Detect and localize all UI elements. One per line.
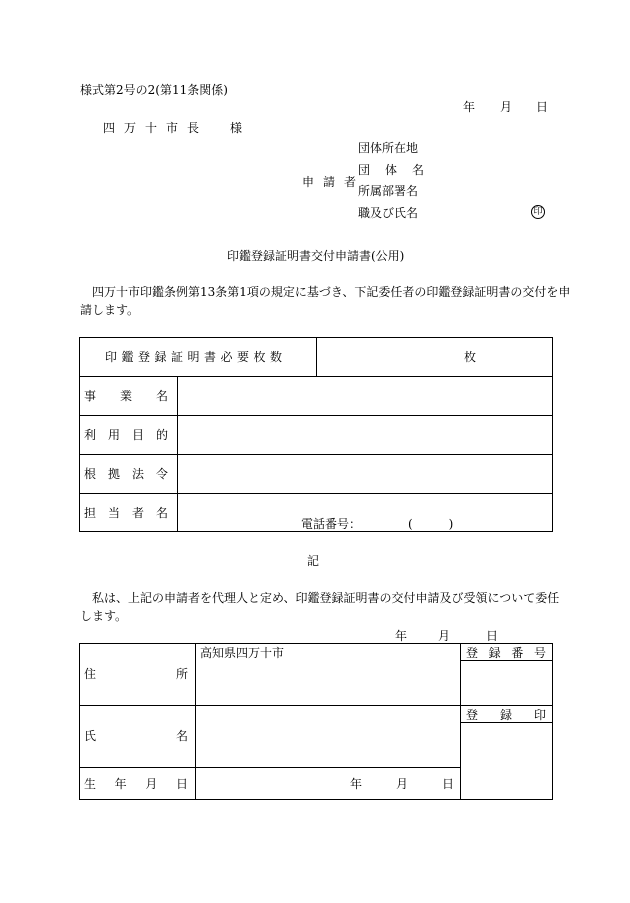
label-char: 名 xyxy=(175,729,188,743)
form-number: 様式第2号の2(第11条関係) xyxy=(80,83,228,97)
label-char: 年 xyxy=(114,777,127,791)
applicant-title-name-label: 職及び氏名 xyxy=(358,206,419,220)
month-label: 月 xyxy=(438,629,451,643)
day-label: 日 xyxy=(486,629,499,643)
delegation-text-line2: します。 xyxy=(80,609,128,623)
label-char: 印 xyxy=(533,708,546,722)
label-char: 月 xyxy=(145,777,158,791)
applicant-location-label: 団体所在地 xyxy=(358,141,419,155)
year-label: 年 xyxy=(395,629,408,643)
label-char: 生 xyxy=(84,777,97,791)
body-text-line2: 請します。 xyxy=(80,303,140,317)
address-label xyxy=(84,667,188,681)
birth-year-label: 年 xyxy=(350,777,363,791)
label-char: 名 xyxy=(155,389,168,403)
phone-label: 電話番号： xyxy=(301,517,362,531)
label-char: 所 xyxy=(175,667,188,681)
address-value: 高知県四万十市 xyxy=(200,646,285,660)
applicant-label: 申請者 xyxy=(302,175,366,189)
birth-month-label: 月 xyxy=(396,777,409,791)
label-char: 拠 xyxy=(107,467,120,481)
applicant-department-label: 所属部署名 xyxy=(358,184,419,198)
label-char: 録 xyxy=(488,646,501,660)
label-char: 録 xyxy=(499,708,512,722)
label-char: 住 xyxy=(84,667,97,681)
birthdate-label xyxy=(84,777,188,791)
label-char: 目 xyxy=(131,428,144,442)
row-label-business-name xyxy=(84,389,168,403)
registration-number-label xyxy=(466,646,546,660)
label-char: 用 xyxy=(107,428,120,442)
label-char: 番 xyxy=(511,646,524,660)
row-label-legal-basis xyxy=(84,467,168,481)
copies-unit: 枚 xyxy=(464,350,477,364)
document-title: 印鑑登録証明書交付申請書(公用) xyxy=(227,249,405,263)
label-char: 氏 xyxy=(84,729,97,743)
label-char: 日 xyxy=(175,777,188,791)
copies-label: 印鑑登録証明書必要枚数 xyxy=(105,350,287,364)
day-label: 日 xyxy=(536,100,549,114)
label-char: 名 xyxy=(155,506,168,520)
birth-day-label: 日 xyxy=(442,777,455,791)
body-text-line1: 四万十市印鑑条例第13条第1項の規定に基づき、下記委任者の印鑑登録証明書の交付を申 xyxy=(92,285,571,299)
label-char: 登 xyxy=(466,708,479,722)
label-char: 当 xyxy=(107,506,120,520)
label-char: 法 xyxy=(131,467,144,481)
delegation-text-line1: 私は、上記の申請者を代理人と定め、印鑑登録証明書の交付申請及び受領について委任 xyxy=(92,591,560,605)
row-label-purpose xyxy=(84,428,168,442)
label-char: 業 xyxy=(119,389,132,403)
addressee-name: 四万十市長 xyxy=(103,121,209,135)
label-char: 号 xyxy=(533,646,546,660)
label-char: 者 xyxy=(131,506,144,520)
ki-heading: 記 xyxy=(307,554,320,568)
label-char: 的 xyxy=(155,428,168,442)
registration-seal-label xyxy=(466,708,546,722)
row-label-person-in-charge xyxy=(84,506,168,520)
label-char: 登 xyxy=(466,646,479,660)
year-label: 年 xyxy=(463,100,476,114)
addressee-honorific: 様 xyxy=(230,121,243,135)
month-label: 月 xyxy=(500,100,513,114)
label-char: 担 xyxy=(84,506,97,520)
applicant-group-name-label: 団体名 xyxy=(358,163,440,177)
label-char: 利 xyxy=(84,428,97,442)
seal-mark: 印 xyxy=(531,205,545,219)
label-char: 根 xyxy=(84,467,97,481)
name-label xyxy=(84,729,188,743)
label-char: 令 xyxy=(155,467,168,481)
phone-parentheses: ( ) xyxy=(408,517,454,531)
label-char: 事 xyxy=(84,389,97,403)
